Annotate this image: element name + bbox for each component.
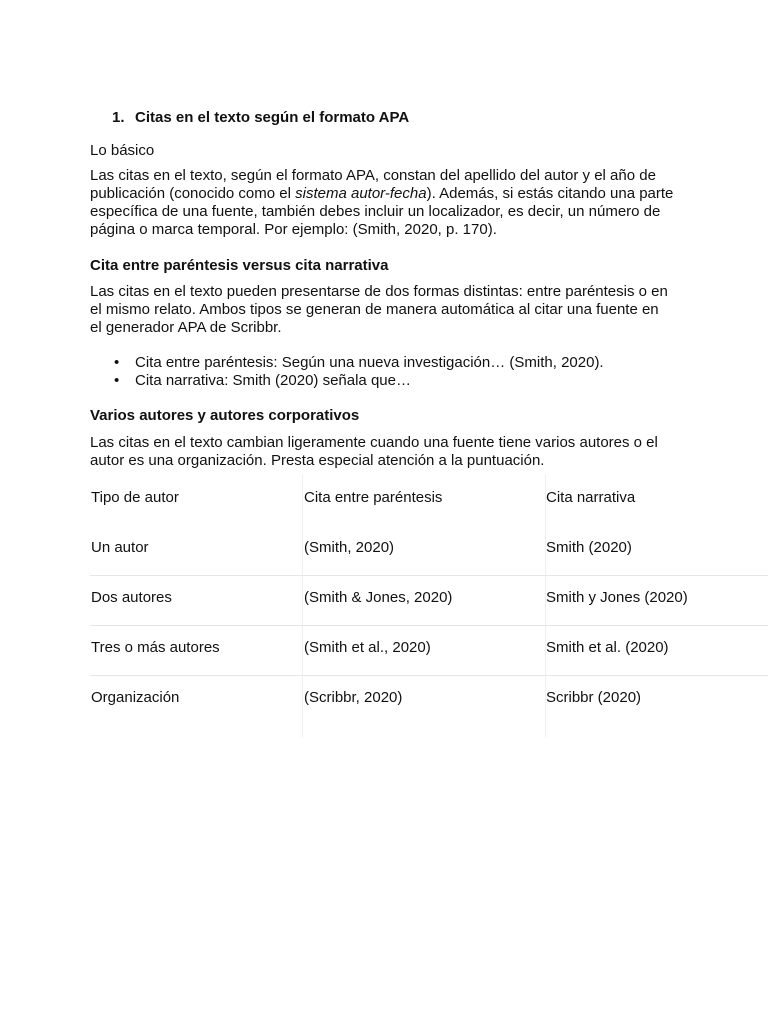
bullet-text: Cita entre paréntesis: Según una nueva investigación… (Smith, 2020). [135, 354, 604, 371]
heading-number: 1. [112, 109, 125, 126]
paragraph-line: Las citas en el texto, según el formato APA, constan del apellido del autor y el año de [90, 167, 656, 184]
column-header: Tipo de autor [91, 489, 179, 506]
table-cell: (Scribbr, 2020) [304, 689, 403, 706]
column-header: Cita entre paréntesis [304, 489, 443, 506]
authors-paragraph [90, 434, 690, 470]
table-cell: Organización [91, 689, 180, 706]
list-item [90, 372, 604, 390]
parenthetical-paragraph [90, 283, 690, 337]
table-cell: Dos autores [91, 589, 172, 606]
paragraph-line: el generador APA de Scribbr. [90, 319, 282, 336]
text-run: ). Además, si estás citando una parte [426, 185, 674, 202]
table-cell: Smith et al. (2020) [546, 639, 669, 656]
column-header: Cita narrativa [546, 489, 636, 506]
paragraph-line: Las citas en el texto cambian ligeramente cuando una fuente tiene varios autores o el [90, 434, 658, 451]
table-cell: (Smith & Jones, 2020) [304, 589, 453, 606]
table-cell: Smith (2020) [546, 539, 632, 556]
table-row [0, 575, 768, 625]
section-heading [112, 109, 409, 127]
table-row [0, 525, 768, 575]
table-cell: (Smith, 2020) [304, 539, 395, 556]
text-run: publicación (conocido como el [90, 185, 296, 202]
bullet-icon: • [114, 354, 120, 371]
citation-table [0, 475, 768, 725]
bullet-icon: • [114, 372, 120, 389]
paragraph-line [90, 185, 690, 203]
table-cell: Un autor [91, 539, 149, 556]
paragraph-line: página o marca temporal. Por ejemplo: (Smith, 2020, p. 170). [90, 221, 497, 238]
authors-section-title: Varios autores y autores corporativos [90, 407, 360, 424]
paragraph-line: específica de una fuente, también debes incluir un localizador, es decir, un número de [90, 203, 661, 220]
paragraph-line: el mismo relato. Ambos tipos se generan de manera automática al citar una fuente en [90, 301, 659, 318]
bullet-text: Cita narrativa: Smith (2020) señala que… [135, 372, 411, 389]
parenthetical-section-title: Cita entre paréntesis versus cita narrativa [90, 257, 389, 274]
table-row [0, 625, 768, 675]
table-row [0, 675, 768, 725]
table-cell: Tres o más autores [91, 639, 220, 656]
italic-term: sistema autor-fecha [295, 185, 427, 202]
table-header-row [0, 475, 768, 525]
table-cell: (Smith et al., 2020) [304, 639, 431, 656]
basics-paragraph [90, 167, 690, 239]
paragraph-line: autor es una organización. Presta especial atención a la puntuación. [90, 452, 545, 469]
heading-text: Citas en el texto según el formato APA [135, 109, 410, 126]
list-item [90, 354, 604, 372]
paragraph-line: Las citas en el texto pueden presentarse de dos formas distintas: entre paréntesis o en [90, 283, 668, 300]
basics-title: Lo básico [90, 142, 155, 159]
table-cell: Smith y Jones (2020) [546, 589, 688, 606]
table-cell: Scribbr (2020) [546, 689, 642, 706]
citation-bullet-list [90, 354, 604, 390]
